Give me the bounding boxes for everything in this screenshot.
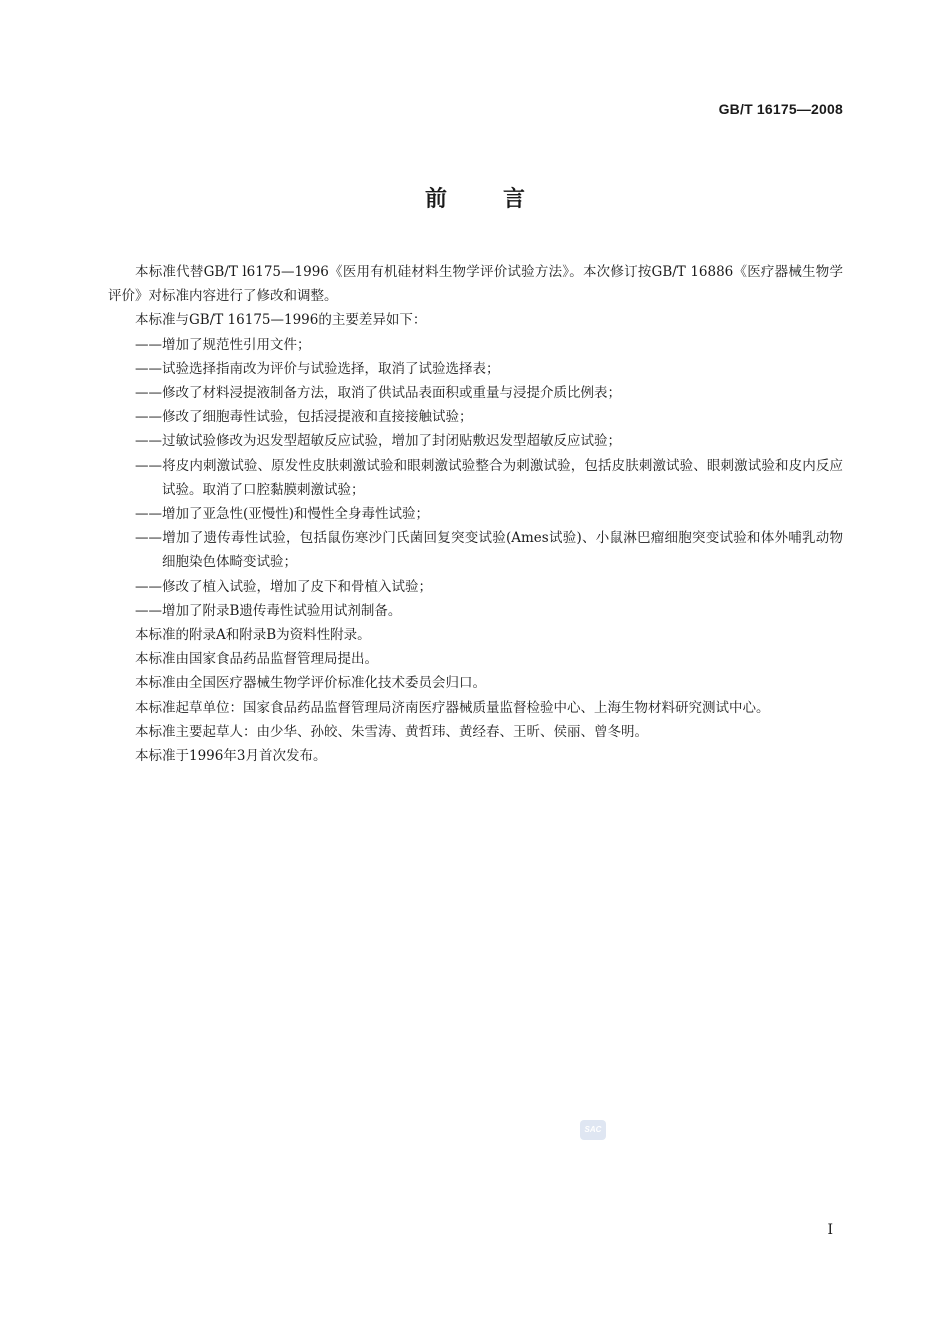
closing-paragraph: 本标准主要起草人：由少华、孙皎、朱雪涛、黄哲玮、黄经春、王昕、侯丽、曾冬明。 [135, 723, 648, 740]
closing-paragraph: 本标准由国家食品药品监督管理局提出。 [135, 651, 378, 668]
change-item: ——增加了附录B遗传毒性试验用试剂制备。 [135, 602, 402, 619]
standard-number: GB/T 16175—2008 [718, 101, 843, 117]
change-item: ——将皮内刺激试验、原发性皮肤刺激试验和眼刺激试验整合为刺激试验，包括皮肤刺激试验、眼刺激试验和皮内反应试验。取消了口腔黏膜刺激试验； [135, 457, 843, 498]
change-item: ——修改了材料浸提液制备方法，取消了供试品表面积或重量与浸提介质比例表； [135, 385, 621, 402]
change-item: ——修改了植入试验，增加了皮下和骨植入试验； [135, 578, 432, 595]
change-item: ——增加了遗传毒性试验，包括鼠伤寒沙门氏菌回复突变试验(Ames试验)、小鼠淋巴瘤细胞突变试验和体外哺乳动物细胞染色体畸变试验； [135, 530, 843, 571]
closing-paragraph: 本标准由全国医疗器械生物学评价标准化技术委员会归口。 [135, 675, 486, 692]
change-item: ——增加了规范性引用文件； [135, 336, 311, 353]
change-item: ——修改了细胞毒性试验，包括浸提液和直接接触试验； [135, 409, 473, 426]
closing-paragraph: 本标准于1996年3月首次发布。 [135, 748, 327, 765]
page-number: I [827, 1222, 833, 1238]
page-title: 前言 [424, 187, 581, 212]
intro-paragraph: 本标准代替GB/T l6175—1996《医用有机硅材料生物学评价试验方法》。本次修订按GB/T 16886《医疗器械生物学评价》对标准内容进行了修改和调整。 [108, 264, 843, 305]
foreword-body [108, 260, 843, 768]
closing-paragraph: 本标准起草单位：国家食品药品监督管理局济南医疗器械质量监督检验中心、上海生物材料研究测试中心。 [135, 699, 770, 716]
sac-watermark-logo: SAC [580, 1120, 606, 1140]
change-item: ——过敏试验修改为迟发型超敏反应试验，增加了封闭贴敷迟发型超敏反应试验； [135, 433, 621, 450]
intro-paragraph: 本标准与GB/T 16175—1996的主要差异如下： [135, 312, 427, 329]
change-item: ——试验选择指南改为评价与试验选择，取消了试验选择表； [135, 360, 500, 377]
closing-paragraph: 本标准的附录A和附录B为资料性附录。 [135, 627, 371, 644]
change-item: ——增加了亚急性(亚慢性)和慢性全身毒性试验； [135, 506, 430, 523]
